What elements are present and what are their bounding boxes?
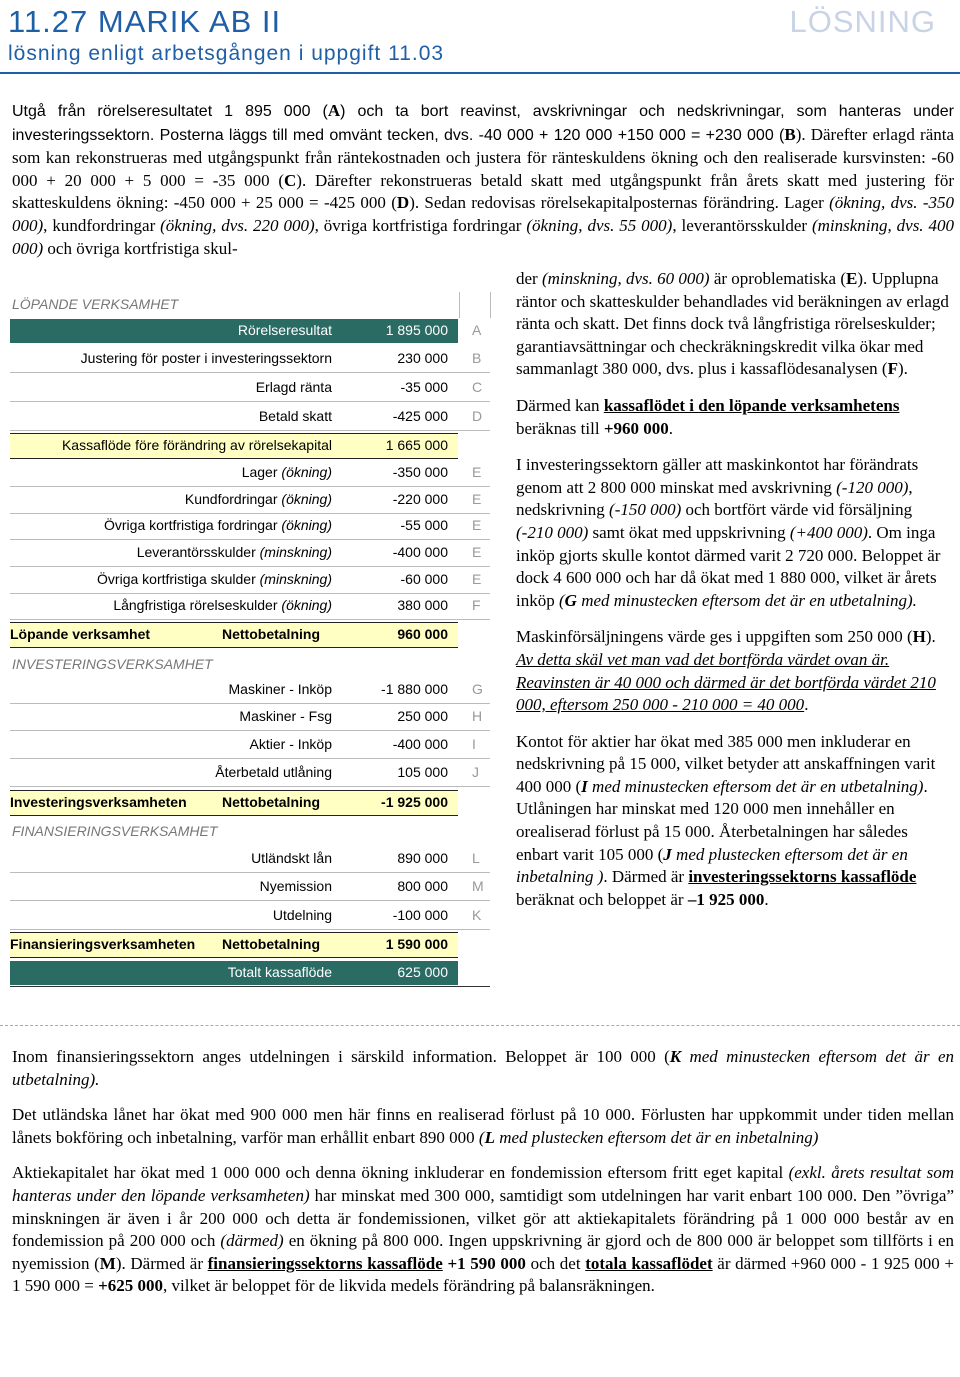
row-value: 625 000 [397, 964, 448, 980]
table-row [10, 568, 482, 592]
bottom-text [12, 1046, 954, 1311]
table-row [10, 376, 483, 400]
row-label: Övriga kortfristiga fordringar (ökning) [104, 517, 332, 533]
row-value: 230 000 [397, 350, 448, 366]
paragraph-share-capital: Aktiekapitalet har ökat med 1 000 000 och denna ökning inkluderar en fondemission eftersom fritt eget kapital (exkl. årets resultat som hanteras under den löpande verksamheten) har minskat med 300 000, samtidigt som utdelningen har varit enbart 100 000. Den ”övriga” minskningen är även i år 200 000 och detta är fondemissionen, vilket gör att aktiekapitalets förändring på 1 000 000 består av en fondemission på 200 000 och (därmed) en ökning på 800 000. Ingen uppskrivning är gjord och de 800 000 är beloppet som tillförts i en nyemission (M). Därmed är finansieringssektorns kassaflöde +1 590 000 och det totala kassaflödet är därmed +960 000 - 1 925 000 + 1 590 000 = +625 000, vilket är beloppet för de likvida medels förändring på balansräkningen. [12, 1163, 955, 1296]
row-value: 1 665 000 [385, 437, 448, 453]
row-letter: J [472, 764, 479, 780]
section-heading-invest: INVESTERINGSVERKSAMHET [12, 656, 213, 672]
row-letter: D [472, 408, 483, 424]
row-value: -100 000 [392, 907, 448, 923]
row-label: Utdelning [272, 907, 332, 923]
row-letter: H [472, 708, 483, 724]
paragraph-machinery: I investeringssektorn gäller att maskinkontot har förändrats genom att 2 800 000 minskat med avskrivning (-120 000), nedskrivning (-150 000) och bortfört värde vid försäljning (-210 000) samt ökat med uppskrivning (+400 000). Om inga inköp gjorts skulle kontot därmed varit 2 720 000. Beloppet är dock 4 600 000 och har då ökat med 1 880 000, vilket är årets inköp (G med minustecken eftersom det är en utbetalning). [516, 455, 941, 610]
table-row [10, 761, 479, 785]
cashflow-table [0, 0, 500, 1000]
paragraph-operating-result: Därmed kan kassaflödet i den löpande verksamhetens beräknas till +960 000. [516, 395, 900, 438]
row-value: -60 000 [400, 571, 448, 587]
row-sublabel: Nettobetalning [222, 936, 320, 952]
table-row [10, 433, 458, 459]
row-label: Totalt kassaflöde [227, 964, 332, 980]
row-separator [10, 872, 490, 873]
row-value: 250 000 [397, 708, 448, 724]
row-letter: G [472, 681, 483, 697]
row-sublabel: Nettobetalning [222, 626, 320, 642]
row-label: Leverantörsskulder (minskning) [136, 544, 332, 560]
row-value: -220 000 [392, 491, 448, 507]
row-label: Investeringsverksamheten [10, 794, 187, 810]
page-subtitle: lösning enligt arbetsgången i uppgift 11.03 [8, 42, 445, 65]
row-separator [10, 703, 490, 704]
row-value: -35 000 [400, 379, 448, 395]
paragraph-machine-sale: Maskinförsäljningens värde ges i uppgiften som 250 000 (H). Av detta skäl vet man vad det bortförda värdet ovan är. Reavinsten är 40 000 och därmed är det bortförda värdet 210 000, eftersom 250 000 - 210 000 = 40 000. [516, 627, 936, 715]
row-sublabel: Nettobetalning [222, 794, 320, 810]
row-label: Kundfordringar (ökning) [184, 491, 332, 507]
row-label: Kassaflöde före förändring av rörelsekapital [61, 437, 332, 453]
table-row [10, 705, 483, 729]
table-row [10, 405, 483, 429]
row-value: 380 000 [397, 597, 448, 613]
solution-label: LÖSNING [789, 4, 936, 39]
row-value: 1 895 000 [385, 322, 448, 338]
row-value: -55 000 [400, 517, 448, 533]
row-separator [10, 900, 490, 901]
row-label: Nyemission [259, 878, 332, 894]
section-heading-finans: FINANSIERINGSVERKSAMHET [12, 823, 218, 839]
paragraph-shares: Kontot för aktier har ökat med 385 000 men inkluderar en nedskrivning på 15 000, vilket betyder att anskaffningen varit 400 000 (I med minustecken eftersom det är en utbetalning). Utlåningen har minskat med 120 000 men innehåller en orealiserad förlust på 15 000. Återbetalningen har således enbart varit 105 000 (J med plustecken eftersom det är en inbetalning ). Därmed är investeringssektorns kassaflöde beräknat och beloppet är –1 925 000. [516, 731, 936, 909]
net-payment-row [10, 790, 458, 816]
table-row [10, 678, 483, 702]
net-payment-row [10, 932, 458, 958]
row-label: Maskiner - Inköp [228, 681, 332, 697]
row-value: 1 590 000 [385, 936, 448, 952]
row-separator [10, 539, 490, 540]
right-column-text [516, 268, 952, 925]
row-value: -350 000 [392, 464, 448, 480]
row-label: Betald skatt [258, 408, 332, 424]
table-row [10, 319, 482, 343]
table-row [10, 733, 476, 757]
page-title: 11.27 MARIK AB II [8, 4, 282, 39]
row-letter: A [472, 322, 482, 338]
table-row [10, 541, 482, 565]
table-bottom-rule [10, 986, 490, 987]
row-separator [10, 619, 490, 620]
row-separator [10, 430, 490, 431]
row-label: Finansieringsverksamheten [10, 936, 196, 952]
grid-line [459, 292, 460, 318]
section-heading-lopande: LÖPANDE VERKSAMHET [12, 296, 179, 312]
intro-paragraph: Utgå från rörelseresultatet 1 895 000 (A) och ta bort reavinst, avskrivningar och nedskrivningar, som hanteras under investeringssektorn. Posterna läggs till med omvänt tecken, dvs. -40 000 + 120 000 +150 000 = +230 000 (B). Därefter erlagd ränta som kan rekonstrueras med utgångspunkt från räntekostnaden och justera för ränteskuldens ökning och den realiserade kursvinsten: -60 000 + 20 000 + 5 000 = -35 000 (C). Därefter rekonstrueras betald skatt med utgångspunkt från årets skatt med justering för skatteskuldens ökning: -450 000 + 25 000 = -425 000 (D). Sedan redovisas rörelsekapitalposternas förändring. Lager (ökning, dvs. -350 000), kundfordringar (ökning, dvs. 220 000), övriga kortfristiga fordringar (ökning, dvs. 55 000), leverantörsskulder (minskning, dvs. 400 000) och övriga kortfristiga skul- [12, 101, 955, 258]
section-divider [0, 1025, 960, 1027]
table-row [10, 594, 481, 618]
row-letter: K [472, 907, 482, 923]
row-separator [10, 758, 490, 759]
row-label: Övriga kortfristiga skulder (minskning) [97, 571, 332, 587]
paragraph-foreign-loan: Det utländska lånet har ökat med 900 000 men här finns en realiserad förlust på 10 000. Förlusten har uppkommit under tiden mellan lånets bokföring och inbetalning, varför man erhållit enbart 890 000 (L med plustecken eftersom det är en inbetalning) [12, 1105, 954, 1147]
row-label: Lager (ökning) [241, 464, 332, 480]
grid-line [490, 292, 491, 318]
row-label: Maskiner - Fsg [239, 708, 332, 724]
row-separator [10, 730, 490, 731]
row-letter: E [472, 571, 482, 587]
row-value: -400 000 [392, 544, 448, 560]
row-separator [10, 372, 490, 373]
row-letter: L [472, 850, 480, 866]
row-value: 960 000 [397, 626, 448, 642]
table-row [10, 514, 482, 538]
table-row [10, 347, 482, 371]
row-value: -1 925 000 [381, 794, 448, 810]
table-row [10, 875, 484, 899]
row-label: Rörelseresultat [237, 322, 332, 338]
row-letter: E [472, 517, 482, 533]
row-label: Långfristiga rörelseskulder (ökning) [113, 597, 332, 613]
net-payment-row [10, 622, 458, 648]
row-letter: C [472, 379, 483, 395]
table-row [10, 904, 482, 928]
row-label: Aktier - Inköp [249, 736, 332, 752]
table-row [10, 847, 480, 871]
row-label: Utländskt lån [251, 850, 332, 866]
paragraph-dividend: Inom finansieringssektorn anges utdelningen i särskild information. Beloppet är 100 000 (K med minustecken eftersom det är en utbetalning). [12, 1047, 954, 1089]
row-letter: I [472, 736, 476, 752]
row-value: 800 000 [397, 878, 448, 894]
row-value: -425 000 [392, 408, 448, 424]
row-letter: F [472, 597, 481, 613]
table-row [10, 461, 482, 485]
row-letter: E [472, 544, 482, 560]
row-label: Erlagd ränta [255, 379, 332, 395]
row-value: 105 000 [397, 764, 448, 780]
row-value: -400 000 [392, 736, 448, 752]
row-letter: M [472, 878, 484, 894]
row-letter: E [472, 464, 482, 480]
total-row [10, 961, 458, 985]
row-separator [10, 401, 490, 402]
table-row [10, 488, 482, 512]
row-letter: E [472, 491, 482, 507]
paragraph-working-capital: der (minskning, dvs. 60 000) är oproblematiska (E). Upplupna räntor och skatteskulder behandlades vid beräkningen av erlagd ränta och skatt. Det finns dock två långfristiga rörelseskulder; garantiavsättningar och checkräkningskredit vilka ökar med sammanlagt 380 000, dvs. plus i kassaflödesanalysen (F). [516, 269, 949, 379]
row-separator [10, 786, 490, 787]
row-value: 890 000 [397, 850, 448, 866]
row-label: Justering för poster i investeringssektorn [80, 350, 332, 366]
row-label: Löpande verksamhet [10, 626, 151, 642]
row-separator [10, 486, 490, 487]
row-separator [10, 929, 490, 930]
row-letter: B [472, 350, 482, 366]
row-label: Återbetald utlåning [215, 764, 332, 780]
row-value: -1 880 000 [381, 681, 448, 697]
row-separator [10, 566, 490, 567]
